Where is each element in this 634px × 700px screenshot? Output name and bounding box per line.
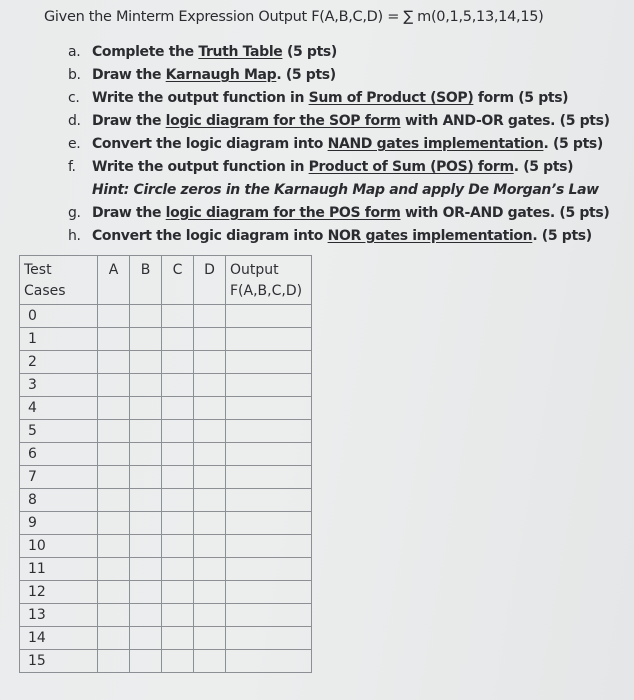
table-row xyxy=(20,604,312,627)
cell-c xyxy=(162,627,194,650)
task-points: . (5 pts) xyxy=(276,67,336,83)
cell-output xyxy=(226,328,312,351)
task-text: Write the output function in xyxy=(92,159,309,175)
test-case-number: 9 xyxy=(20,512,98,535)
cell-b xyxy=(130,351,162,374)
cell-b xyxy=(130,627,162,650)
cell-output xyxy=(226,420,312,443)
task-marker: h. xyxy=(68,228,81,244)
cell-output xyxy=(226,466,312,489)
task-hint xyxy=(68,182,610,205)
task-points: (5 pts) xyxy=(282,44,337,60)
test-case-number: 11 xyxy=(20,558,98,581)
header-c: C xyxy=(162,256,194,305)
cell-c xyxy=(162,650,194,673)
test-case-number: 14 xyxy=(20,627,98,650)
task-points: . (5 pts) xyxy=(513,159,574,175)
table-row xyxy=(20,328,312,351)
cell-output xyxy=(226,305,312,328)
test-case-number: 1 xyxy=(20,328,98,351)
task-item-c xyxy=(68,90,610,113)
cell-output xyxy=(226,397,312,420)
table-row xyxy=(20,535,312,558)
task-keyword: Truth Table xyxy=(198,44,283,60)
cell-b xyxy=(130,397,162,420)
cell-d xyxy=(194,397,226,420)
cell-c xyxy=(162,558,194,581)
table-row xyxy=(20,489,312,512)
task-points: with OR-AND gates. (5 pts) xyxy=(400,205,610,221)
task-marker: d. xyxy=(68,113,81,129)
cell-output xyxy=(226,558,312,581)
cell-a xyxy=(98,397,130,420)
task-keyword: Sum of Product (SOP) xyxy=(308,90,474,106)
cell-b xyxy=(130,305,162,328)
task-list xyxy=(68,44,610,251)
task-points: . (5 pts) xyxy=(543,136,603,152)
task-marker: a. xyxy=(68,44,81,60)
table-row xyxy=(20,305,312,328)
header-b: B xyxy=(130,256,162,305)
task-text: Draw the xyxy=(92,67,166,83)
test-case-number: 4 xyxy=(20,397,98,420)
truth-table xyxy=(19,255,312,673)
table-row xyxy=(20,512,312,535)
cell-output xyxy=(226,351,312,374)
test-case-number: 3 xyxy=(20,374,98,397)
table-header-row xyxy=(20,256,312,305)
cell-d xyxy=(194,650,226,673)
cell-c xyxy=(162,374,194,397)
cell-c xyxy=(162,466,194,489)
question-title: Given the Minterm Expression Output F(A,B,C,D) = ∑ m(0,1,5,13,14,15) xyxy=(44,9,544,25)
cell-a xyxy=(98,466,130,489)
cell-b xyxy=(130,374,162,397)
task-marker: f. xyxy=(68,159,76,175)
task-item-b xyxy=(68,67,610,90)
cell-a xyxy=(98,650,130,673)
table-row xyxy=(20,650,312,673)
cell-a xyxy=(98,558,130,581)
cell-a xyxy=(98,512,130,535)
header-d: D xyxy=(194,256,226,305)
task-text: Complete the xyxy=(92,44,199,60)
cell-b xyxy=(130,420,162,443)
test-case-number: 13 xyxy=(20,604,98,627)
table-row xyxy=(20,627,312,650)
cell-a xyxy=(98,351,130,374)
cell-c xyxy=(162,489,194,512)
cell-b xyxy=(130,443,162,466)
test-case-number: 7 xyxy=(20,466,98,489)
cell-d xyxy=(194,351,226,374)
cell-c xyxy=(162,328,194,351)
task-text: Convert the logic diagram into xyxy=(92,136,328,152)
cell-d xyxy=(194,374,226,397)
cell-d xyxy=(194,420,226,443)
test-case-number: 15 xyxy=(20,650,98,673)
task-item-g xyxy=(68,205,610,228)
test-case-number: 0 xyxy=(20,305,98,328)
table-row xyxy=(20,466,312,489)
cell-b xyxy=(130,581,162,604)
task-points: with AND-OR gates. (5 pts) xyxy=(400,113,610,129)
cell-b xyxy=(130,604,162,627)
cell-b xyxy=(130,535,162,558)
cell-a xyxy=(98,581,130,604)
test-case-number: 8 xyxy=(20,489,98,512)
table-row xyxy=(20,443,312,466)
task-keyword: NOR gates implementation xyxy=(327,228,533,244)
task-keyword: Product of Sum (POS) form xyxy=(308,159,514,175)
cell-d xyxy=(194,489,226,512)
table-row xyxy=(20,397,312,420)
task-keyword: NAND gates implementation xyxy=(327,136,544,152)
cell-a xyxy=(98,604,130,627)
header-a: A xyxy=(98,256,130,305)
task-text: Draw the xyxy=(92,205,166,221)
cell-c xyxy=(162,351,194,374)
cell-c xyxy=(162,512,194,535)
cell-a xyxy=(98,489,130,512)
task-marker: c. xyxy=(68,90,80,106)
cell-d xyxy=(194,305,226,328)
test-case-number: 12 xyxy=(20,581,98,604)
cell-b xyxy=(130,489,162,512)
test-case-number: 2 xyxy=(20,351,98,374)
cell-output xyxy=(226,443,312,466)
cell-c xyxy=(162,397,194,420)
header-output: Output F(A,B,C,D) xyxy=(226,256,312,305)
cell-c xyxy=(162,604,194,627)
cell-d xyxy=(194,443,226,466)
table-row xyxy=(20,420,312,443)
cell-d xyxy=(194,512,226,535)
cell-a xyxy=(98,305,130,328)
cell-d xyxy=(194,558,226,581)
task-keyword: logic diagram for the SOP form xyxy=(165,113,401,129)
cell-output xyxy=(226,535,312,558)
task-text: Draw the xyxy=(92,113,166,129)
test-case-number: 10 xyxy=(20,535,98,558)
cell-a xyxy=(98,627,130,650)
task-points: . (5 pts) xyxy=(532,228,592,244)
cell-b xyxy=(130,650,162,673)
cell-a xyxy=(98,420,130,443)
task-marker: e. xyxy=(68,136,81,152)
cell-b xyxy=(130,512,162,535)
cell-a xyxy=(98,535,130,558)
table-row xyxy=(20,374,312,397)
task-keyword: logic diagram for the POS form xyxy=(165,205,401,221)
cell-b xyxy=(130,558,162,581)
test-case-number: 5 xyxy=(20,420,98,443)
cell-c xyxy=(162,581,194,604)
task-item-f xyxy=(68,159,610,182)
cell-d xyxy=(194,328,226,351)
cell-output xyxy=(226,374,312,397)
cell-output xyxy=(226,512,312,535)
task-marker: g. xyxy=(68,205,81,221)
table-row xyxy=(20,558,312,581)
cell-a xyxy=(98,328,130,351)
cell-b xyxy=(130,466,162,489)
task-item-e xyxy=(68,136,610,159)
cell-a xyxy=(98,443,130,466)
task-points: form (5 pts) xyxy=(473,90,569,106)
cell-c xyxy=(162,420,194,443)
cell-d xyxy=(194,535,226,558)
cell-d xyxy=(194,604,226,627)
cell-c xyxy=(162,305,194,328)
task-item-a xyxy=(68,44,610,67)
cell-output xyxy=(226,650,312,673)
header-test-cases: Test Cases xyxy=(20,256,98,305)
task-item-h xyxy=(68,228,610,251)
cell-output xyxy=(226,604,312,627)
cell-d xyxy=(194,466,226,489)
cell-c xyxy=(162,535,194,558)
test-case-number: 6 xyxy=(20,443,98,466)
table-row xyxy=(20,351,312,374)
task-keyword: Karnaugh Map xyxy=(165,67,277,83)
cell-d xyxy=(194,581,226,604)
task-item-d xyxy=(68,113,610,136)
cell-output xyxy=(226,581,312,604)
task-marker: b. xyxy=(68,67,81,83)
cell-c xyxy=(162,443,194,466)
task-text: Convert the logic diagram into xyxy=(92,228,328,244)
cell-a xyxy=(98,374,130,397)
table-row xyxy=(20,581,312,604)
cell-output xyxy=(226,489,312,512)
cell-output xyxy=(226,627,312,650)
task-text: Write the output function in xyxy=(92,90,309,106)
hint-text: Hint: Circle zeros in the Karnaugh Map and apply De Morgan’s Law xyxy=(92,182,599,198)
cell-b xyxy=(130,328,162,351)
cell-d xyxy=(194,627,226,650)
